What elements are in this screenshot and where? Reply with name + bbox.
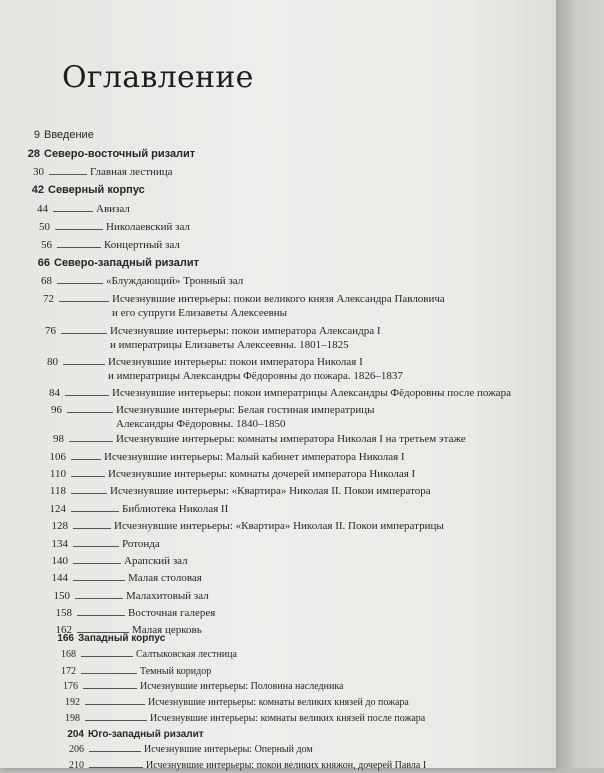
- toc-page-number: 76: [45, 325, 56, 337]
- toc-entry-title: [122, 537, 160, 551]
- toc-entry-line-1: Салтыковская лестница: [136, 649, 237, 660]
- toc-entry-line-1: Северо-западный ризалит: [54, 257, 199, 269]
- toc-entry-line-1: Исчезнувшие интерьеры: комнаты великих князей до пожара: [148, 697, 409, 708]
- toc-leader-line: [89, 750, 141, 752]
- toc-leader-line: [71, 510, 119, 512]
- toc-entry-title: [54, 256, 199, 270]
- toc-entry-line-1: Исчезнувшие интерьеры: «Квартира» Николая II. Покои императора: [110, 485, 431, 497]
- toc-page-number: 158: [55, 607, 72, 619]
- toc-entry: [24, 256, 199, 270]
- toc-page-number: 128: [51, 520, 68, 532]
- toc-leader-line: [73, 527, 111, 529]
- toc-entry: [50, 665, 211, 679]
- toc-leader-line: [81, 672, 137, 674]
- toc-entry: [24, 220, 190, 234]
- toc-entry-title: [128, 606, 215, 620]
- toc-page-number: 124: [49, 503, 66, 515]
- toc-entry: [58, 759, 426, 773]
- toc-entry-title: [108, 355, 403, 383]
- toc-leader-line: [69, 440, 113, 442]
- toc-page-number: 80: [47, 356, 58, 368]
- toc-entry-title: [146, 759, 426, 773]
- toc-entry: [38, 432, 466, 446]
- toc-entry: [54, 712, 425, 726]
- toc-entry-title: [126, 589, 209, 603]
- toc-entry: [40, 502, 228, 516]
- toc-entry: [34, 386, 511, 400]
- toc-page-number: 168: [61, 649, 76, 660]
- toc-page-number: 98: [53, 433, 64, 445]
- toc-entry: [30, 324, 381, 352]
- toc-leader-line: [57, 282, 103, 284]
- toc-entry-title: [144, 743, 313, 757]
- toc-entry-title: [150, 712, 425, 726]
- toc-page-number: 66: [37, 257, 50, 269]
- toc-page-number: 198: [65, 713, 80, 724]
- toc-entry-line-1: Исчезнувшие интерьеры: покои великого князя Александра Павловича: [112, 293, 445, 305]
- toc-entry-title: [124, 554, 188, 568]
- toc-entry-line-1: Библиотека Николая II: [122, 503, 229, 515]
- toc-entry: [42, 554, 188, 568]
- toc-entry: [40, 484, 431, 498]
- toc-page-number: 172: [61, 666, 76, 677]
- toc-entry-title: [148, 696, 409, 710]
- toc-page-number: 50: [39, 221, 50, 233]
- toc-entry-line-1: Северный корпус: [48, 184, 145, 196]
- toc-page-number: 30: [33, 166, 44, 178]
- toc-entry-line-1: Арапский зал: [124, 555, 188, 567]
- toc-entry: [52, 680, 343, 694]
- toc-page-number: 204: [67, 729, 84, 740]
- toc-entry-line-1: Малая столовая: [128, 572, 202, 584]
- toc-leader-line: [71, 492, 107, 494]
- toc-entry-title: [104, 450, 405, 464]
- toc-entry-line-1: Главная лестница: [90, 166, 173, 178]
- toc-entry-line-1: Исчезнувшие интерьеры: покои императрицы Александры Фёдоровны после пожара: [112, 387, 511, 399]
- toc-entry-title: [44, 128, 94, 142]
- toc-entry: [18, 165, 173, 179]
- toc-entry-line-2: и его супруги Елизаветы Алексеевны: [112, 307, 288, 319]
- toc-entry: [44, 589, 209, 603]
- toc-page-number: 9: [33, 129, 40, 141]
- toc-leader-line: [53, 210, 93, 212]
- toc-entry-line-1: Исчезнувшие интерьеры: покои императора Александра I: [110, 325, 381, 337]
- toc-page-number: 42: [31, 184, 44, 196]
- toc-entry-line-1: Введение: [44, 129, 94, 141]
- toc-entry-line-1: Северо-восточный ризалит: [44, 148, 196, 160]
- toc-page-number: 68: [41, 275, 52, 287]
- toc-entry: [42, 519, 444, 533]
- toc-leader-line: [77, 614, 125, 616]
- toc-entry-title: [116, 403, 375, 431]
- toc-leader-line: [83, 687, 137, 689]
- toc-entry-line-1: Восточная галерея: [128, 607, 216, 619]
- toc-leader-line: [55, 228, 103, 230]
- toc-page-number: 210: [69, 760, 84, 771]
- toc-entry-line-1: Исчезнувшие интерьеры: Малый кабинет императора Николая I: [104, 451, 405, 463]
- toc-entry-title: [88, 728, 204, 742]
- toc-entry-line-2: и императрицы Елизаветы Алексеевны. 1801–1825: [110, 339, 349, 351]
- toc-page-number: 106: [49, 451, 66, 463]
- toc-leader-line: [81, 655, 133, 657]
- toc-entry: [50, 648, 237, 662]
- toc-entry-line-1: Исчезнувшие интерьеры: комнаты дочерей императора Николая I: [108, 468, 416, 480]
- toc-entry: [40, 450, 405, 464]
- toc-entry-title: [110, 324, 381, 352]
- toc-entry-title: [106, 220, 190, 234]
- page-edge: [556, 0, 604, 768]
- toc-entry: [54, 696, 409, 710]
- toc-leader-line: [63, 363, 105, 365]
- toc-page-number: 162: [55, 624, 72, 636]
- toc-entry: [22, 202, 130, 216]
- toc-entry-line-1: Исчезнувшие интерьеры: Оперный дом: [144, 744, 313, 755]
- toc-entry: [14, 147, 195, 161]
- toc-entry: [26, 238, 180, 252]
- toc-leader-line: [71, 475, 105, 477]
- toc-entry-line-1: Малая церковь: [132, 624, 202, 636]
- toc-page-number: 166: [57, 633, 74, 644]
- toc-page-number: 56: [41, 239, 52, 251]
- toc-entry: [46, 606, 215, 620]
- toc-entry-line-1: Исчезнувшие интерьеры: покои императора Николая I: [108, 356, 363, 368]
- toc-entry-title: [136, 648, 237, 662]
- toc-page-number: 150: [53, 590, 70, 602]
- toc-entry-title: [128, 571, 202, 585]
- toc-page-number: 72: [43, 293, 54, 305]
- toc-entry-title: [108, 467, 415, 481]
- toc-entry: [32, 355, 403, 383]
- toc-page-number: 118: [49, 485, 66, 497]
- toc-page-number: 134: [51, 538, 68, 550]
- toc-leader-line: [85, 703, 145, 705]
- toc-entry-title: [140, 665, 211, 679]
- toc-entry-line-1: Западный корпус: [78, 633, 166, 644]
- toc-entry-line-1: Николаевский зал: [106, 221, 190, 233]
- toc-entry: [18, 183, 145, 197]
- toc-leader-line: [85, 719, 147, 721]
- toc-entry: [42, 571, 202, 585]
- toc-entry: [48, 632, 165, 646]
- toc-page-number: 206: [69, 744, 84, 755]
- toc-leader-line: [75, 597, 123, 599]
- toc-entry: [42, 537, 160, 551]
- toc-entry-line-1: Авизал: [96, 203, 130, 215]
- toc-entry-title: [140, 680, 343, 694]
- toc-entry-line-1: Юго-западный ризалит: [88, 729, 204, 740]
- toc-entry: [28, 292, 445, 320]
- toc-entry-line-1: Исчезнувшие интерьеры: «Квартира» Николая II. Покои императрицы: [114, 520, 444, 532]
- toc-leader-line: [73, 562, 121, 564]
- toc-entry: [58, 728, 204, 742]
- toc-page-number: 176: [63, 681, 78, 692]
- toc-entry: [36, 403, 375, 431]
- toc-page-number: 110: [49, 468, 66, 480]
- toc-entry-line-1: Концертный зал: [104, 239, 180, 251]
- toc-entry-title: [122, 502, 228, 516]
- toc-page-number: 84: [49, 387, 60, 399]
- toc-entry: [58, 743, 313, 757]
- toc-entry-line-1: Исчезнувшие интерьеры: комнаты великих князей после пожара: [150, 713, 426, 724]
- toc-entry-title: [112, 292, 445, 320]
- toc-entry-line-1: Исчезнувшие интерьеры: Половина наследника: [140, 681, 344, 692]
- toc-page-number: 96: [51, 404, 62, 416]
- toc-leader-line: [73, 579, 125, 581]
- toc-leader-line: [61, 332, 107, 334]
- toc-page-number: 192: [65, 697, 80, 708]
- toc-entry: [40, 467, 415, 481]
- toc-entry-line-1: Исчезнувшие интерьеры: комнаты императора Николая I на третьем этаже: [116, 433, 466, 445]
- toc-entry-title: [44, 147, 195, 161]
- toc-entry-line-1: Исчезнувшие интерьеры: Белая гостиная императрицы: [116, 404, 375, 416]
- toc-entry-title: [116, 432, 466, 446]
- toc-entry-title: [90, 165, 173, 179]
- toc-entry: [26, 274, 243, 288]
- toc-entry-title: [114, 519, 444, 533]
- toc-page-number: 28: [27, 148, 40, 160]
- toc-entry-line-1: Исчезнувшие интерьеры: покои великих княжон, дочерей Павла I: [146, 760, 427, 771]
- toc-entry-line-1: Ротонда: [122, 538, 160, 550]
- toc-entry-line-2: и императрицы Александры Фёдоровны до пожара. 1826–1837: [108, 370, 403, 382]
- toc-leader-line: [57, 246, 101, 248]
- toc-leader-line: [59, 300, 109, 302]
- toc-entry: [14, 128, 94, 142]
- toc-entry-title: [106, 274, 243, 288]
- toc-entry-title: [96, 202, 130, 216]
- toc-leader-line: [73, 545, 119, 547]
- toc-leader-line: [67, 411, 113, 413]
- toc-page-number: 140: [51, 555, 68, 567]
- toc-page-number: 144: [51, 572, 68, 584]
- toc-entry-title: [48, 183, 145, 197]
- page-title: Оглавление: [62, 60, 254, 95]
- toc-entry-line-2: Александры Фёдоровны. 1840–1850: [116, 418, 286, 430]
- toc-entry-line-1: Темный коридор: [140, 666, 212, 677]
- toc-page-number: 44: [37, 203, 48, 215]
- toc-entry-title: [104, 238, 180, 252]
- toc-entry-title: [110, 484, 431, 498]
- toc-leader-line: [65, 394, 109, 396]
- toc-leader-line: [49, 173, 87, 175]
- toc-entry-line-1: «Блуждающий» Тронный зал: [106, 275, 244, 287]
- toc-entry-title: [112, 386, 511, 400]
- toc-entry-title: [78, 632, 165, 646]
- toc-leader-line: [71, 458, 101, 460]
- toc-entry-line-1: Малахитовый зал: [126, 590, 209, 602]
